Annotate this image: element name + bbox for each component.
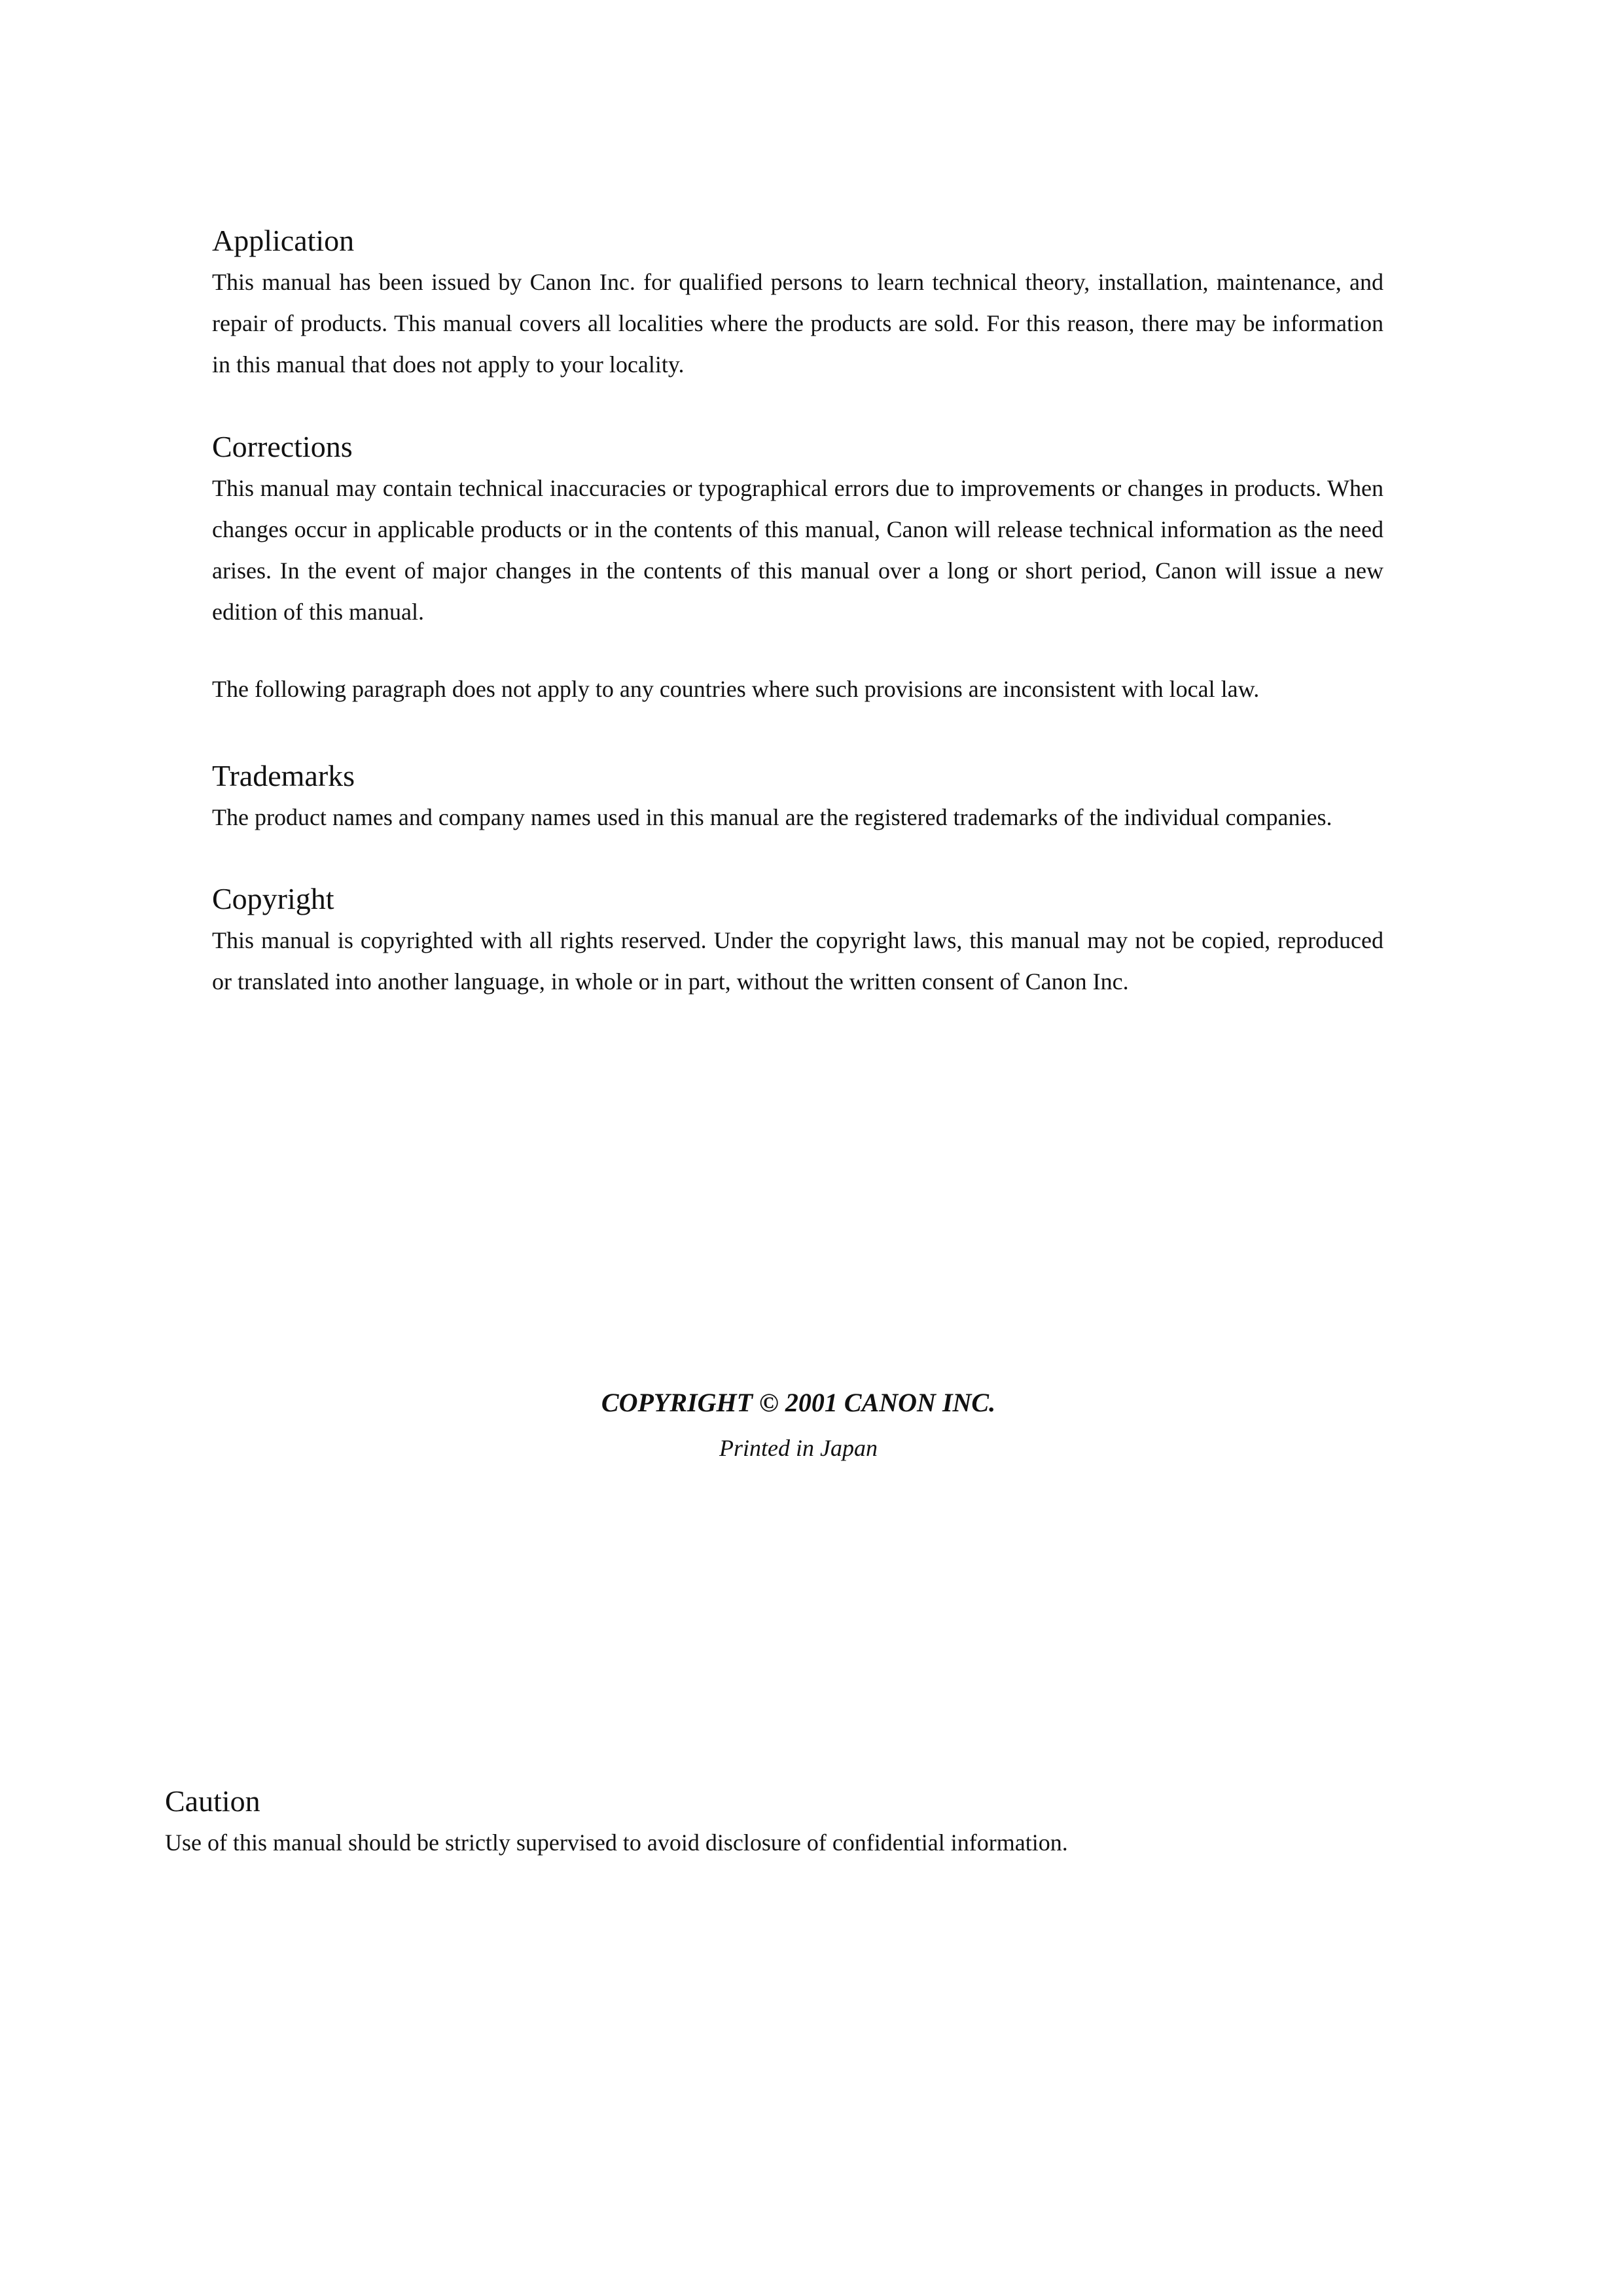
corrections-heading: Corrections (212, 430, 353, 463)
caution-heading: Caution (165, 1784, 260, 1818)
trademarks-heading: Trademarks (212, 759, 355, 792)
caution-section (165, 1783, 1408, 1863)
trademarks-body: The product names and company names used in this manual are the registered trademarks of the individual companies. (212, 804, 1332, 830)
printed-in-label: Printed in Japan (719, 1435, 878, 1461)
corrections-section (212, 429, 1383, 633)
copyright-notice: COPYRIGHT © 2001 CANON INC. (601, 1388, 996, 1417)
application-heading: Application (212, 224, 355, 257)
corrections-body: This manual may contain technical inaccuracies or typographical errors due to improvements or changes in products. When changes occur in applicable products or in the contents of this manual, Canon will release technical information as the need arises. In the event of major changes in the contents of this manual over a long or short period, Canon will issue a new edition of this manual. (212, 475, 1383, 625)
application-section (212, 222, 1383, 385)
copyright-heading: Copyright (212, 882, 334, 915)
jurisdiction-note-body: The following paragraph does not apply to any countries where such provisions are inconsistent with local law. (212, 676, 1260, 702)
application-body: This manual has been issued by Canon Inc. for qualified persons to learn technical theory, installation, maintenance, and repair of products. This manual covers all localities where the products are sold. For this reason, there may be information in this manual that does not apply to your locality. (212, 269, 1383, 378)
caution-body: Use of this manual should be strictly supervised to avoid disclosure of confidential information. (165, 1829, 1068, 1856)
copyright-body: This manual is copyrighted with all rights reserved. Under the copyright laws, this manual may not be copied, reproduced or translated into another language, in whole or in part, without the written consent of Canon Inc. (212, 927, 1383, 995)
copyright-section (212, 881, 1383, 1002)
trademarks-section (212, 758, 1383, 838)
jurisdiction-note-section (212, 669, 1383, 710)
